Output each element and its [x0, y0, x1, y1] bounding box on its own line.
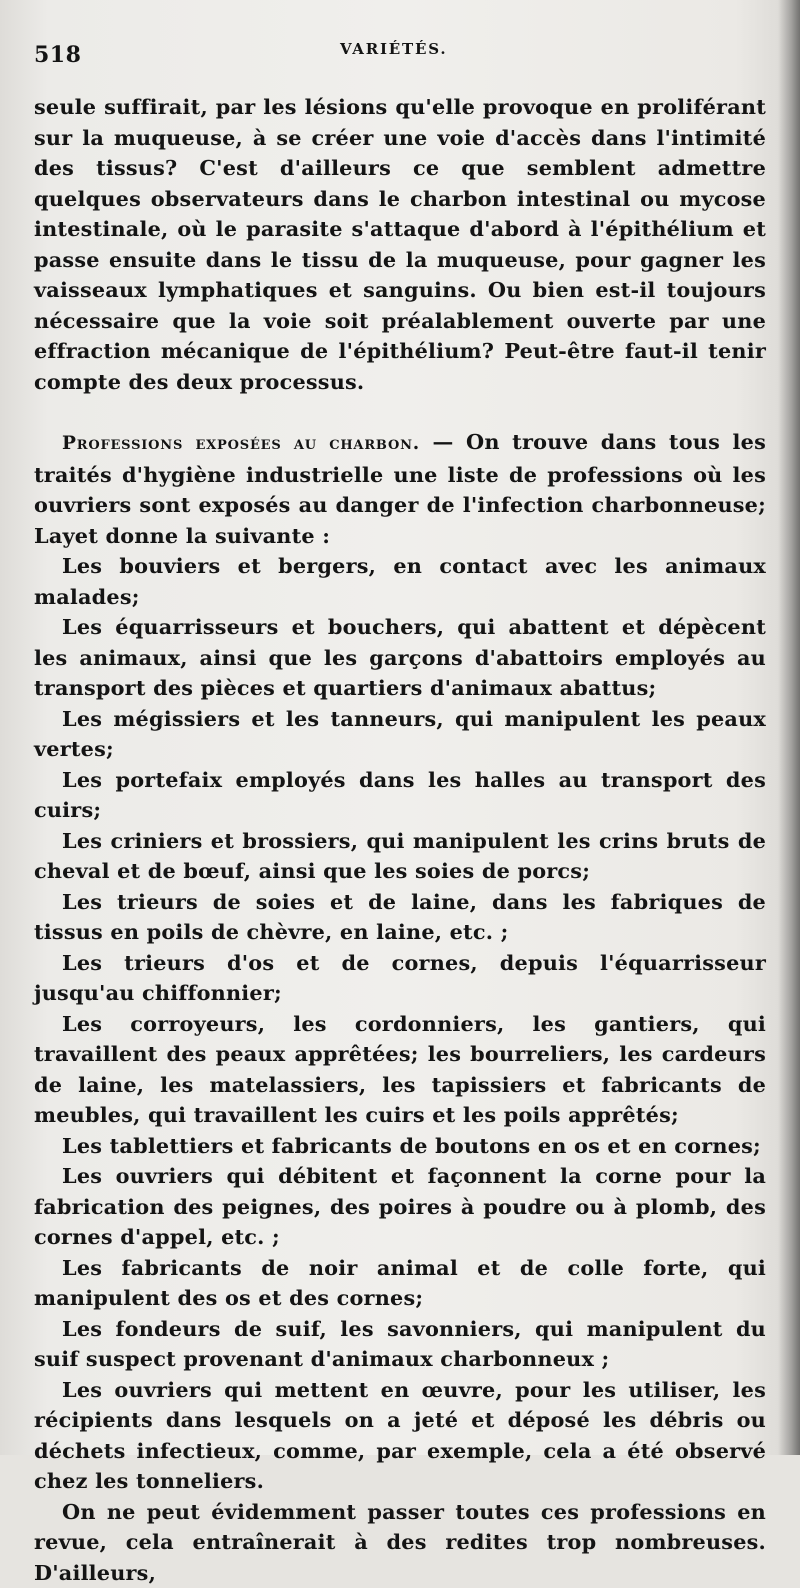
page-edge-shadow [778, 0, 800, 1455]
list-item: Les bouviers et bergers, en contact avec les animaux malades; [34, 551, 766, 612]
list-item: Les portefaix employés dans les halles au transport des cuirs; [34, 765, 766, 826]
list-item: Les fondeurs de suif, les savonniers, qui manipulent du suif suspect provenant d'animaux charbonneux ; [34, 1314, 766, 1375]
section-gap [34, 397, 766, 427]
section-heading: Professions exposées au charbon. [62, 433, 420, 454]
list-item: Les criniers et brossiers, qui manipulent les crins bruts de cheval et de bœuf, ainsi que les soies de porcs; [34, 826, 766, 887]
list-item: Les trieurs d'os et de cornes, depuis l'équarrisseur jusqu'au chiffonnier; [34, 948, 766, 1009]
closing-paragraph: On ne peut évidemment passer toutes ces professions en revue, cela entraînerait à des redites trop nombreuses. D'ailleurs, [34, 1497, 766, 1588]
list-item: Les mégissiers et les tanneurs, qui manipulent les peaux vertes; [34, 704, 766, 765]
page-number: 518 [34, 42, 81, 68]
intro-paragraph: seule suffirait, par les lésions qu'elle provoque en proliférant sur la muqueuse, à se créer une voie d'accès dans l'intimité des tissus? C'est d'ailleurs ce que semblent admettre quelques observateurs dans le charbon intestinal ou mycose intestinale, où le parasite s'attaque d'abord à l'épithélium et passe ensuite dans le tissu de la muqueuse, pour gagner les vaisseaux lymphatiques et sanguins. Ou bien est-il toujours nécessaire que la voie soit préalablement ouverte par une effraction mécanique de l'épithélium? Peut-être faut-il tenir compte des deux processus. [34, 92, 766, 397]
list-item: Les trieurs de soies et de laine, dans les fabriques de tissus en poils de chèvre, en laine, etc. ; [34, 887, 766, 948]
list-item: Les fabricants de noir animal et de colle forte, qui manipulent des os et des cornes; [34, 1253, 766, 1314]
list-item: Les tablettiers et fabricants de boutons en os et en cornes; [34, 1131, 766, 1162]
list-item: Les ouvriers qui débitent et façonnent la corne pour la fabrication des peignes, des poires à poudre ou à plomb, des cornes d'appel, etc. ; [34, 1161, 766, 1253]
running-title: VARIÉTÉS. [340, 40, 447, 58]
list-item: Les corroyeurs, les cordonniers, les gantiers, qui travaillent des peaux apprêtées; les bourreliers, les cardeurs de laine, les matelassiers, les tapissiers et fabricants de meubles, qui travaillent les cuirs et les poils apprêtés; [34, 1009, 766, 1131]
list-item: Les équarrisseurs et bouchers, qui abattent et dépècent les animaux, ainsi que les garçons d'abattoirs employés au transport des pièces et quartiers d'animaux abattus; [34, 612, 766, 704]
running-head [34, 40, 766, 76]
section-intro-paragraph [34, 427, 766, 551]
list-item: Les ouvriers qui mettent en œuvre, pour les utiliser, les récipients dans lesquels on a jeté et déposé les débris ou déchets infectieux, comme, par exemple, cela a été observé chez les tonneliers. [34, 1375, 766, 1497]
section-intro-text: — On trouve dans tous les traités d'hygiène industrielle une liste de professions où les ouvriers sont exposés au danger de l'infection charbonneuse; Layet donne la suivante : [34, 429, 766, 548]
